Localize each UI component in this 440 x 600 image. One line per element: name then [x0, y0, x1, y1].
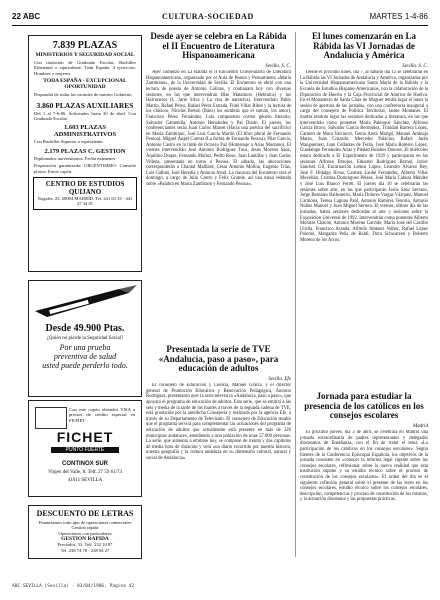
article-byline: Sevilla. S. C. [402, 64, 428, 70]
ad-fichet [28, 400, 142, 497]
article-headline: Jornada para estudiar la presencia de los católicos en los consejos escolares [304, 392, 424, 421]
ad-text: Del 1 al 7-6-86. Solicitudes hasta 30 de abril. Con Graduado Escolar. [34, 110, 136, 122]
fichet-tagline: PUNTO FUERTE [51, 447, 119, 453]
archive-footer: ABC SEVILLA (Sevilla) - 01/04/1986, Página 42 [12, 584, 134, 589]
ad-address: Preciados, 33. Telf. 232 10 87 [57, 542, 113, 548]
ad-price: Desde 49.900 Ptas. [45, 323, 125, 334]
dealer-address: Virgen del Valle, 8. Telf. 27 59 61/73 [47, 470, 123, 475]
article-byline: Sevilla. Efe [268, 377, 291, 383]
ad-headline: 7.839 PLAZAS [52, 40, 118, 51]
dealer-city: 41011 SEVILLA [67, 478, 103, 483]
ad-text: Preparación garantizada: URGENTISIMO. Consulte plazos. Envíe cupón. [34, 163, 136, 174]
coupon-text: Con este cupón obtendrá VISA a precios de crédito especial en FICHET [69, 407, 135, 423]
article-headline: Presentada la serie de TVE «Andalucía, paso a paso», para educación de adultos [158, 345, 279, 374]
article-jornadas-andalucia [300, 32, 428, 387]
ad-address: Nogales, 23. 28004 MADRID. Tel. 441 63 33 - 441 27 34 81 [37, 196, 133, 207]
ad-text: Financiamos todo tipo de operaciones comerciales [38, 520, 132, 525]
ad-text: Dispondrá de todas las vacantes de nuestro Gobierno. [34, 92, 133, 98]
ad-phone: Tel. 238 74 78 - 238 84 27 [60, 547, 110, 553]
issue-date: MARTES 1-4-86 [369, 12, 428, 21]
ad-subhead: 1.603 PLAZAS ADMINISTRATIVOS [53, 124, 117, 139]
article-body: El próximo jueves, día 3 de abril, se celebrará en Madrid una jornada extraordinaria de padres representantes y delegados diocesanos de Enseñanza, con el fin de tratar el tema «La participación de los católicos en los consejos escolares». Según fuentes de la Conferencia Episcopal Española, los objetivos de la jornada consisten en «conocer la reforma legal vigente sobre los consejos escolares, reflexionar sobre la nueva realidad que esta institución supone y su estudio técnico sobre el proceso de constitución de los consejos escolares». El orden del día es el siguiente: reflexión general sobre el presente de las leyes en los consejos escolares, estudio técnico sobre los consejos escolares, descripción, competencias y proceso de constitución de los mismos, y la actuación diocesana y las propuestas prácticas. [300, 430, 428, 503]
article-body: El consejero de Educación y Ciencia, Manuel Gracia, y el director general de Promoción Educativa y Renovación Pedagógica, Antonio Rodríguez, presentaron ayer la serie televisiva «Andalucía, paso a paso», que apoyará el programa de educación de adultos. Esta serie, que se emitirá a las seis y media de la tarde de los martes a través de la segunda cadena de TVE, está producida por la antedicha Consejería y realizada por la agencia Efe, a través de su Departamento de Televisión. El consejero de Educación resaltó que el programa servirá para complementar las actuaciones del programa de educación de adultos que actualmente está presente en más de 320 municipios andaluces, atendiendo a una población de unas 57.000 personas. La serie, que aumenta a emitirse hoy, se compone de treinta y dos capítulos de media hora de duración y verá «un diario recorrido por nuestra historia, nuestra geografía y la cultura andaluza en su dimensión cultural, natural y social de Andalucía». [146, 383, 291, 461]
ad-subhead: MINISTERIOS Y SEGURIDAD SOCIAL [35, 52, 135, 58]
ad-subhead: 3.860 PLAZAS AUXILIARES [36, 100, 134, 110]
ad-text: Operaciones con particulares [58, 530, 112, 536]
header-rule [12, 25, 428, 26]
article-body: Ayer comenzó en La Rábida el II Encuentro Universitario de Literatura Hispanoamericana, organizado por el Aula de Poesía y Pensamiento «María Zambrano», de la Universidad de Sevilla. El Encuentro se abrió con una lectura de poesía de Antonio Colinas, y continuará hoy con diversas sesiones, en las que intervendrán Blas Matamoro (Hebraica) y los Halconeros (L. Jarre Silva y La visa de narrativa). Intervendrán Pablo Martín, Rafael Pérez, Rafael Pérez Estrada, Fidel Villar Ribot y la lectura de los clásicos, Nicolás Bréton (Báez) los sombras que el suman, los amor), Francisco Pérez Fernández, Lola compuestos corren género literario, Salvador Gamendia, Antonio Hernández y Pal Durán. El jueves, los conferenciantes serán Juan Carlos Marset (Hacia una poética del sacrificio) en María Zambrano, José Luis García Martín (El libro plural de Fernando Pessoa), Miguel Ángel Cuevas (La forma de Fernando Pessoa), Pilar García, Antonio Castro en la tarde de Octavio Paz (Homenaje a Arias Montano). El viernes intervendrán José Antonio Rodríguez Tous, Jesús Moreno Sanz, Aquilino Duque, Fernando Muñoz, Pedro Roso, Juan Lamillar y Juan Carlos Villena, presentada en torno a Pessoa. El sábado, las abocuciones corresponderán a Chantal Maillard, César Antonio Molina, Eugenio Trías, Luis Galbán, José Heredia y Antonio Abad. La clausura del Encuentro será el domingo, a cargo de Julio Castro y Felix Grande, así una mesa redonda sobre «Palabra en María Zambrano y Fernando Pessoa». [146, 70, 291, 188]
ad-letras [28, 505, 142, 559]
ad-question: ¿Quién no pierde la Seguridad Social? [46, 336, 124, 341]
article-catolicos-consejos [300, 392, 428, 557]
ad-company: CENTRO DE ESTUDIOS QUIJANO [45, 180, 125, 197]
page-number: 22 ABC [12, 12, 41, 21]
ad-text: Con titulación de Graduado Escolar, Bachiller Elemental o equivalente. Toda España. 4 ejercicios. Hombres y mujeres. [34, 60, 136, 76]
ad-seguro [28, 280, 142, 397]
section-title: CULTURA-SOCIEDAD [162, 12, 254, 21]
fichet-logo: FICHET [56, 429, 114, 445]
article-headline: Desde ayer se celebra en La Rábida el II Encuentro de Literatura Hispanoamericana [150, 32, 287, 61]
article-headline: El lunes comenzarán en La Rábida las VI Jornadas de Andalucía y América [311, 32, 416, 61]
article-rabida-literatura [146, 32, 291, 344]
article-byline: Madrid [413, 424, 428, 430]
ad-company: GESTION RAPIDA [61, 536, 109, 543]
ad-text: Diplomados universitarios. Fecha exámenes. [34, 155, 117, 161]
ad-text: Gestión rápida [71, 525, 99, 531]
ad-title: DESCUENTO DE LETRAS [36, 509, 134, 518]
coupon-box [35, 407, 67, 429]
ad-oposiciones [28, 35, 142, 272]
article-body: Desde el próximo lunes, día 7, al sábado día 12 se celebrarán en La Rábida las VI Jornadas de Andalucía y América, organizadas por la Universidad Hispanoamericana Santa María de la Rábida y la Escuela de Estudios Hispano-Americanos, con la colaboración de la Diputación de Huelva y la Caja Provincial de Ahorros de Huelva. En el Monasterio de Santa Clara de Moguer tendrá lugar el lunes la sesión de apertura de las jornadas, con una conferencia inaugural a cargo del consejero de Política Territorial, Jaime Montaner. El martes tendrán lugar las sesiones dedicadas a literatura, en las que intervendrán como ponentes María Palenque Sánchez, Alfonso García Bravo, Salvador García Bermúdez, Trinidad Barrera López, Carmen de Mora Valcárcel, Gema Areta Marigó, Manuel Ambiaja Mares, Juan Cruzado, Mercedes Palacios, Rafael Jarén Wanguemert, Juan Collantes de Terán, José María Romero López, Guadalupe Fernández Arias y Piedad Bolaños Donoso. El miércoles estará dedicado a El Experimento de 1929 y participarán en las sesiones Alfonso Braojos, Eduardo Rodríguez Bernal, Javier Sánchez Gil, Encarnación Lemus López, Leandro Álvarez Rey, José F. Hidalgo Rivas, Carmen Lauhé Fernández, Alberto Villar Movellán, Cristina Domínguez Peláez, José María Cabeza Méndez y José Luis Blanco Ferrer. El jueves día 10 se celebrarán las sesiones sobre arte, en las que participarán Jesús Sanz Serrano, Jorge Bernales Ballesteros, María Dolores Vargas Vázquez, Manuel Carmona, Teresa Laguna Paúl, Antonio Ramírez Tenorio, Antonio Núñez Manuel y Juan Miguel Serrera. El viernes, último día de las jornadas, habrá sesiones dedicadas al arte y sesiones sobre la Exposición Universal de 1992. Intervendrán como ponentes Alberto Morales Chacón, Antonio Moreno Garrido, María José del Castillo Utrilla, Francisco Aranda, Alfredo Jiménez Núñez, Rafael López Palomo, Margarita Peña de Baldi, Dora Schwarzen y Roberto Moreno de los Arcos. [300, 70, 428, 243]
page-header [12, 10, 428, 24]
dealer-name: CONTINOX SUR [61, 461, 108, 467]
column-divider [295, 32, 296, 557]
article-byline: Sevilla. S. C. [265, 64, 291, 70]
ad-pitch-line: usted puede perderlo todo. [42, 361, 128, 370]
ad-pitch-line: preventiva de salud [53, 352, 117, 361]
ad-text: Con Bachiller Superior o equivalente. [34, 139, 104, 145]
pen-illustration [29, 281, 141, 321]
article-tve-serie [146, 345, 291, 557]
ad-subhead: 2.179 PLAZAS C. GESTION [44, 147, 126, 155]
ad-pitch-line: Por una prueba [59, 343, 111, 352]
ad-subhead: TODA ESPAÑA - EXCEPCIONAL OPORTUNIDAD [43, 78, 127, 91]
